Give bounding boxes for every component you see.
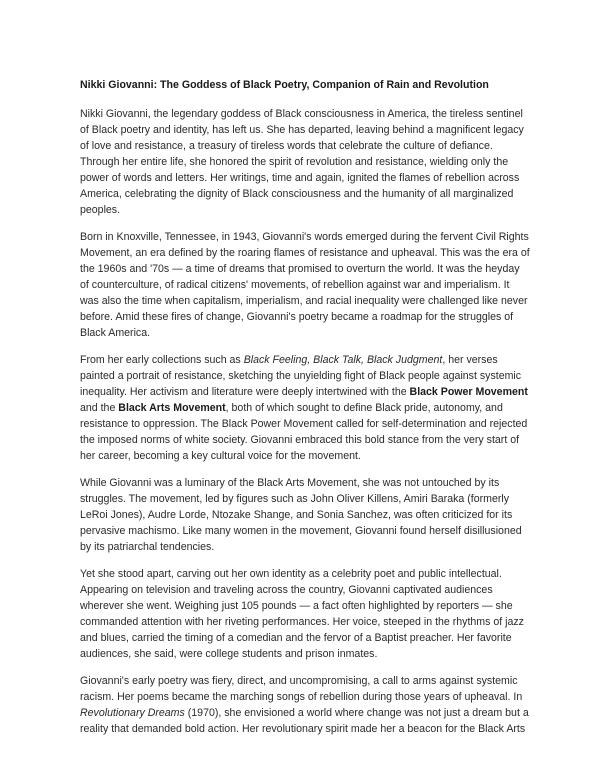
document-title: Nikki Giovanni: The Goddess of Black Poetry, Companion of Rain and Revolution: [80, 79, 489, 91]
paragraph-5: Yet she stood apart, carving out her own identity as a celebrity poet and public intellectual. Appearing on television and traveling across the country, Giovanni captivated audiences wherever she went. Weighing just 105 pounds — a fact often highlighted by reporters — she commanded attention with her riveting performances. Her voice, steeped in the rhythms of jazz and blues, carried the timing of a comedian and the fervor of a Baptist preacher. Her favorite audiences, she said, were college students and prison inmates.: [80, 568, 524, 660]
paragraph-2: Born in Knoxville, Tennessee, in 1943, Giovanni's words emerged during the fervent Civil Rights Movement, an era defined by the roaring flames of resistance and upheaval. This was the era of the 1960s and '70s — a time of dreams that promised to overturn the world. It was the heyday of counterculture, of radical citizens' movements, of rebellion against war and imperialism. It was also the time when capitalism, imperialism, and racial inequality were challenged like never before. Amid these fires of change, Giovanni's poetry became a roadmap for the struggles of Black America.: [80, 231, 530, 339]
paragraph-6-text-b: (1970), she envisioned a world where change was not just a dream but a reality that demanded bold action. Her revolutionary spirit made her a beacon for the Black Arts: [80, 707, 529, 735]
paragraph-4: While Giovanni was a luminary of the Black Arts Movement, she was not untouched by its struggles. The movement, led by figures such as John Oliver Killens, Amiri Baraka (formerly LeRoi Jones), Audre Lorde, Ntozake Shange, and Sonia Sanchez, was often criticized for its pervasive machismo. Like many women in the movement, Giovanni found herself disillusioned by its patriarchal tendencies.: [80, 477, 522, 553]
paragraph-3-text-d: , both of which sought to define Black pride, autonomy, and resistance to oppression. The Black Power Movement called for self-determination and rejected the imposed norms of white society. Giovanni embraced this bold stance from the very start of her career, becoming a key cultural voice for the movement.: [80, 402, 528, 462]
paragraph-1: Nikki Giovanni, the legendary goddess of Black consciousness in America, the tireless sentinel of Black poetry and identity, has left us. She has departed, leaving behind a magnificent legacy of love and resistance, a treasury of tireless words that celebrate the culture of defiance. Through her entire life, she honored the spirit of revolution and resistance, wielding only the power of words and letters. Her writings, time and again, ignited the flames of rebellion across America, celebrating the dignity of Black consciousness and the humanity of all marginalized peoples.: [80, 108, 524, 216]
paragraph-3-text-b: , her verses painted a portrait of resistance, sketching the unyielding fight of Black people against systemic inequality. Her activism and literature were deeply intertwined with the: [80, 354, 522, 398]
paragraph-3-text-a: From her early collections such as: [80, 354, 244, 366]
book-title-black-feeling: Black Feeling, Black Talk, Black Judgment: [243, 354, 443, 366]
paragraph-6-text-a: Giovanni's early poetry was fiery, direct, and uncompromising, a call to arms against systemic racism. Her poems became the marching songs of rebellion during those years of upheaval. In: [80, 675, 523, 703]
paragraph-3-text-c: and the: [80, 402, 119, 414]
black-arts-movement-bold: Black Arts Movement: [118, 402, 226, 414]
paragraph-6: [80, 673, 530, 737]
black-power-movement-bold: Black Power Movement: [409, 386, 528, 398]
book-title-revolutionary-dreams: Revolutionary Dreams: [80, 707, 185, 719]
paragraph-3: [80, 352, 530, 464]
